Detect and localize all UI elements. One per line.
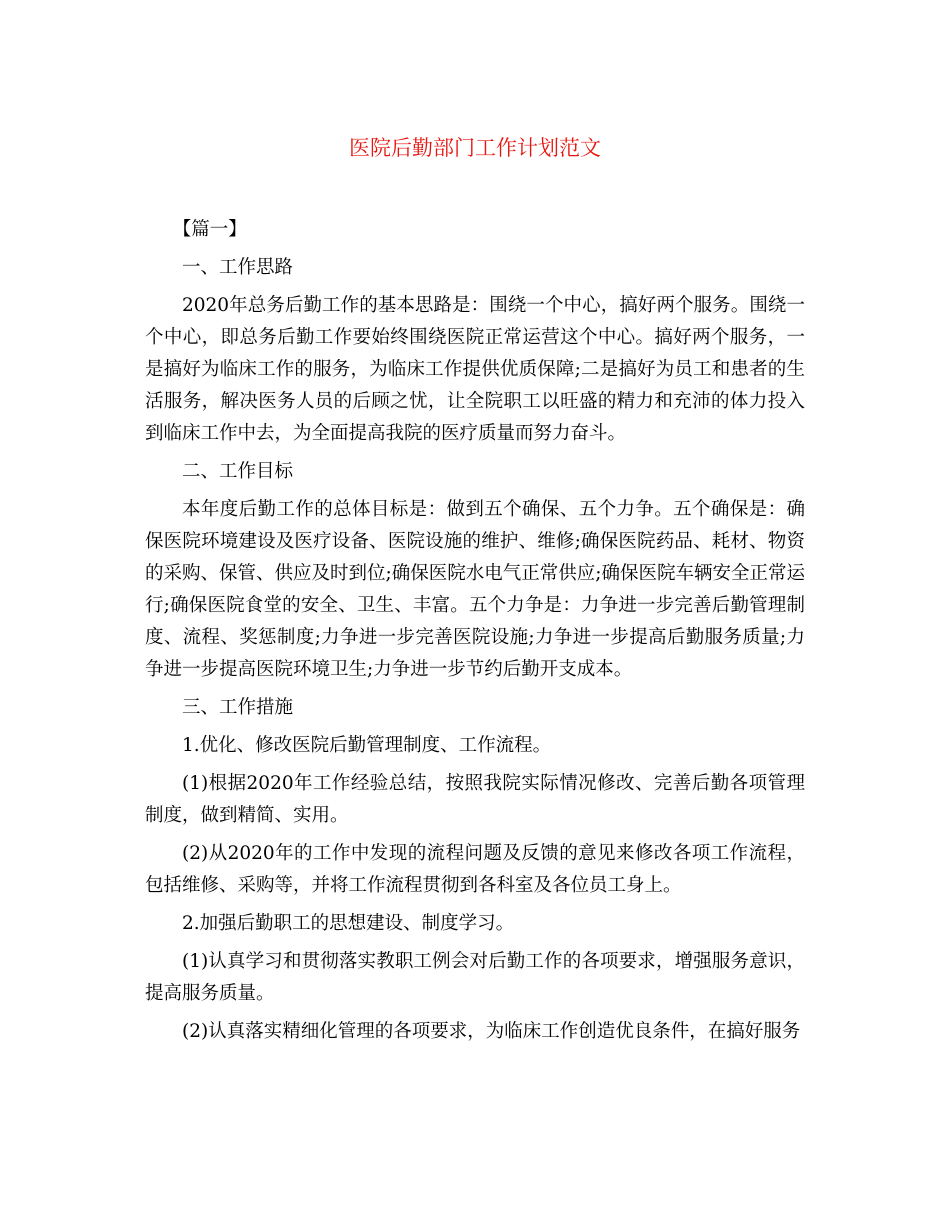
measure-1-item-2: (2)从2020年的工作中发现的流程问题及反馈的意见来修改各项工作流程，包括维修、采购等，并将工作流程贯彻到各科室及各位员工身上。 [145, 843, 805, 896]
heading-work-goals: 二、工作目标 [182, 461, 294, 482]
measure-1-item-1: (1)根据2020年工作经验总结，按照我院实际情况修改、完善后勤各项管理制度，做到精简、实用。 [145, 773, 805, 826]
heading-work-measures: 三、工作措施 [182, 697, 294, 718]
section-label-part-one: 【篇一】 [172, 219, 247, 240]
document-body [145, 214, 805, 1054]
heading-work-approach: 一、工作思路 [182, 257, 294, 278]
paragraph-work-approach: 2020年总务后勤工作的基本思路是：围绕一个中心，搞好两个服务。围绕一个中心，即总务后勤工作要始终围绕医院正常运营这个中心。搞好两个服务，一是搞好为临床工作的服务，为临床工作提供优质保障;二是搞好为员工和患者的生活服务，解决医务人员的后顾之忧，让全院职工以旺盛的精力和充沛的体力投入到临床工作中去，为全面提高我院的医疗质量而努力奋斗。 [145, 295, 805, 444]
document-title: 医院后勤部门工作计划范文 [349, 136, 601, 160]
measure-2-item-2: (2)认真落实精细化管理的各项要求，为临床工作创造优良条件，在搞好服务 [182, 1021, 801, 1042]
paragraph-work-goals: 本年度后勤工作的总体目标是：做到五个确保、五个力争。五个确保是：确保医院环境建设及医疗设备、医院设施的维护、维修;确保医院药品、耗材、物资的采购、保管、供应及时到位;确保医院水电气正常供应;确保医院车辆安全正常运行;确保医院食堂的安全、卫生、丰富。五个力争是：力争进一步完善后勤管理制度、流程、奖惩制度;力争进一步完善医院设施;力争进一步提高后勤服务质量;力争进一步提高医院环境卫生;力争进一步节约后勤开支成本。 [145, 499, 805, 680]
measure-1-title: 1.优化、修改医院后勤管理制度、工作流程。 [182, 735, 552, 756]
measure-2-item-1: (1)认真学习和贯彻落实教职工例会对后勤工作的各项要求，增强服务意识，提高服务质量。 [145, 951, 805, 1004]
measure-2-title: 2.加强后勤职工的思想建设、制度学习。 [182, 913, 515, 934]
